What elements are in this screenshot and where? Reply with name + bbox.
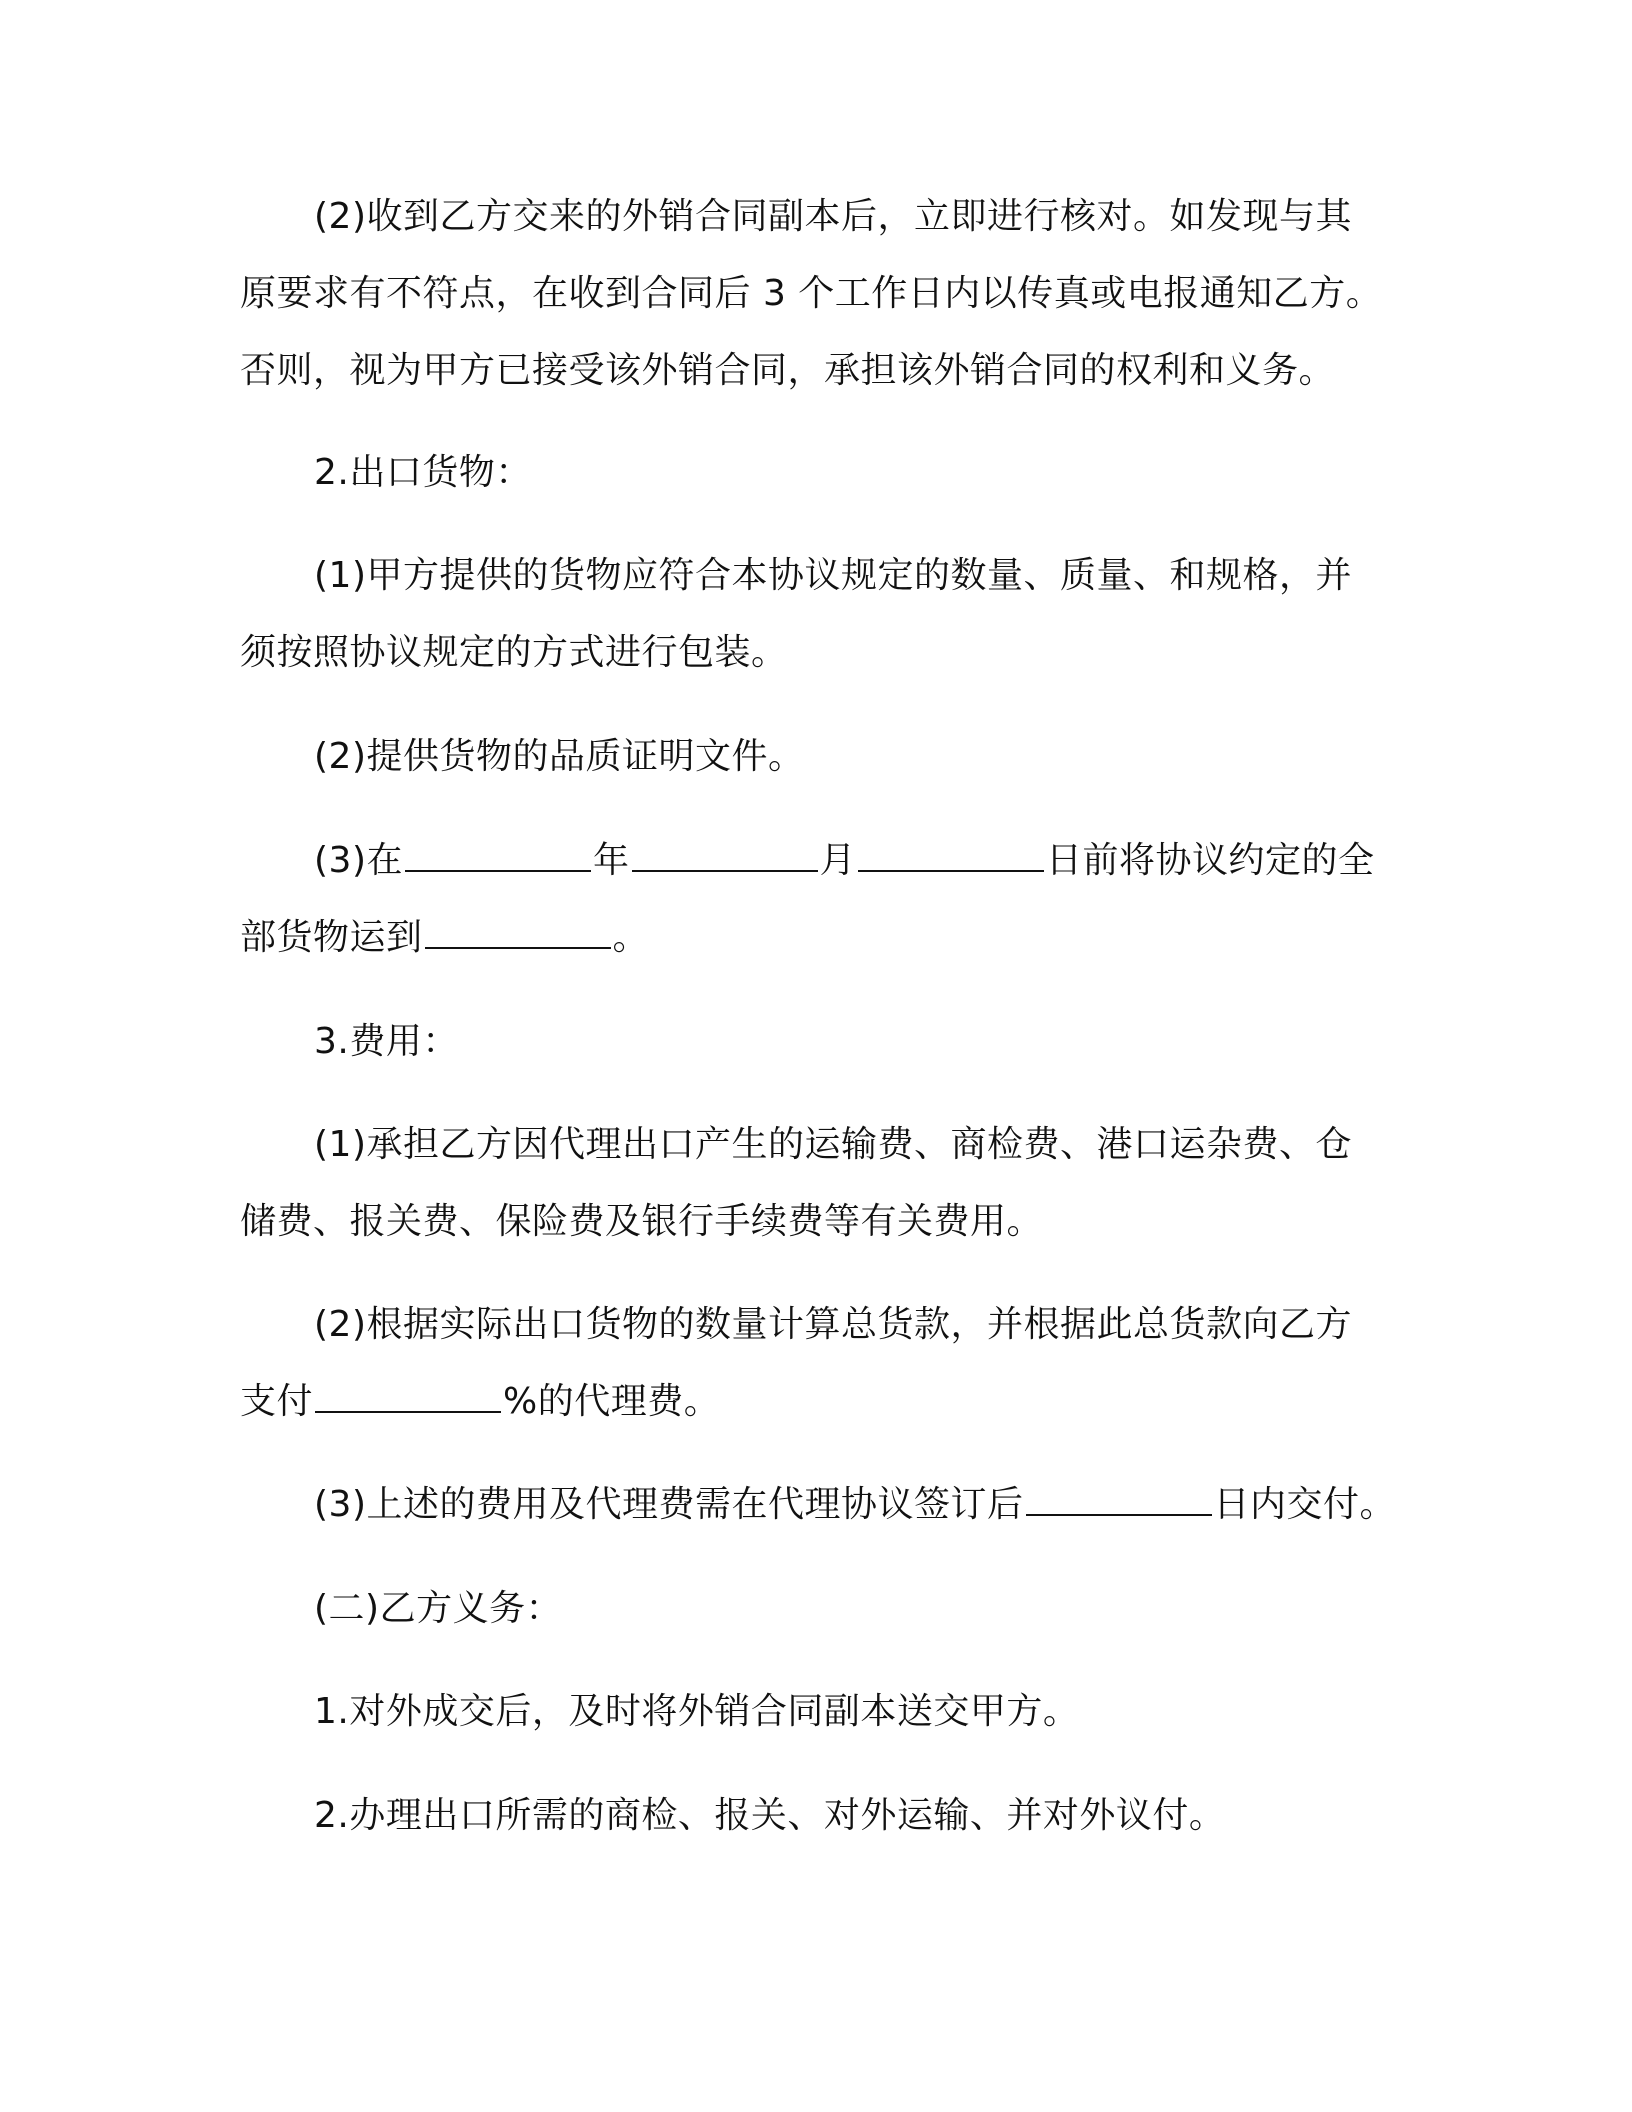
fill-in-blank-year[interactable] (405, 840, 591, 872)
heading-export-goods (240, 434, 1390, 511)
paragraph-expense-list (240, 1106, 1390, 1260)
text-line (240, 899, 1390, 976)
text-segment: 月 (819, 840, 857, 881)
paragraph-goods-spec (240, 537, 1390, 691)
fill-in-blank-percentage[interactable] (315, 1381, 501, 1413)
paragraph-send-contract (240, 1673, 1390, 1750)
text-line: 原要求有不符点，在收到合同后 3 个工作日内以传真或电报通知乙方。 (240, 273, 1383, 314)
fill-in-blank-days[interactable] (1026, 1484, 1212, 1516)
text-line: 否则，视为甲方已接受该外销合同，承担该外销合同的权利和义务。 (240, 350, 1336, 391)
paragraph-agency-fee (240, 1286, 1390, 1440)
text-line: 3.费用： (314, 1021, 459, 1062)
text-line: 须按照协议规定的方式进行包装。 (240, 632, 788, 673)
paragraph-receipt-check (240, 178, 1390, 409)
fill-in-blank-month[interactable] (632, 840, 818, 872)
text-segment: 年 (593, 840, 630, 881)
heading-expenses (240, 1003, 1390, 1080)
paragraph-export-procedures (240, 1777, 1390, 1854)
paragraph-delivery-date (240, 822, 1390, 976)
text-line: (2)提供货物的品质证明文件。 (314, 736, 805, 777)
text-line: (2)根据实际出口货物的数量计算总货款，并根据此总货款向乙方 (314, 1304, 1352, 1345)
text-line (240, 822, 1390, 899)
fill-in-blank-day[interactable] (858, 840, 1044, 872)
heading-party-b-obligations (240, 1570, 1390, 1647)
text-line (240, 1363, 1390, 1440)
text-segment: 。 (612, 917, 650, 958)
text-segment: (3)上述的费用及代理费需在代理协议签订后 (314, 1484, 1024, 1525)
text-segment: 部货物运到 (240, 917, 423, 958)
paragraph-payment-deadline (240, 1466, 1397, 1543)
text-line (240, 1466, 1397, 1543)
fill-in-blank-destination[interactable] (425, 917, 611, 949)
text-segment: 日前将协议约定的全 (1046, 840, 1375, 881)
text-line: (二)乙方义务： (314, 1588, 563, 1629)
text-line: 储费、报关费、保险费及银行手续费等有关费用。 (240, 1201, 1044, 1242)
text-segment: 支付 (240, 1381, 314, 1422)
text-line: (2)收到乙方交来的外销合同副本后，立即进行核对。如发现与其 (314, 196, 1352, 237)
text-segment: 日内交付。 (1213, 1484, 1397, 1525)
text-line: (1)甲方提供的货物应符合本协议规定的数量、质量、和规格，并 (314, 555, 1352, 596)
text-line: (1)承担乙方因代理出口产生的运输费、商检费、港口运杂费、仓 (314, 1124, 1352, 1165)
text-segment: (3)在 (314, 840, 403, 881)
paragraph-quality-cert (240, 718, 1390, 795)
text-segment: %的代理费。 (503, 1381, 721, 1422)
text-line: 2.办理出口所需的商检、报关、对外运输、并对外议付。 (314, 1795, 1226, 1836)
text-line: 1.对外成交后，及时将外销合同副本送交甲方。 (314, 1691, 1080, 1732)
text-line: 2.出口货物： (314, 452, 532, 493)
